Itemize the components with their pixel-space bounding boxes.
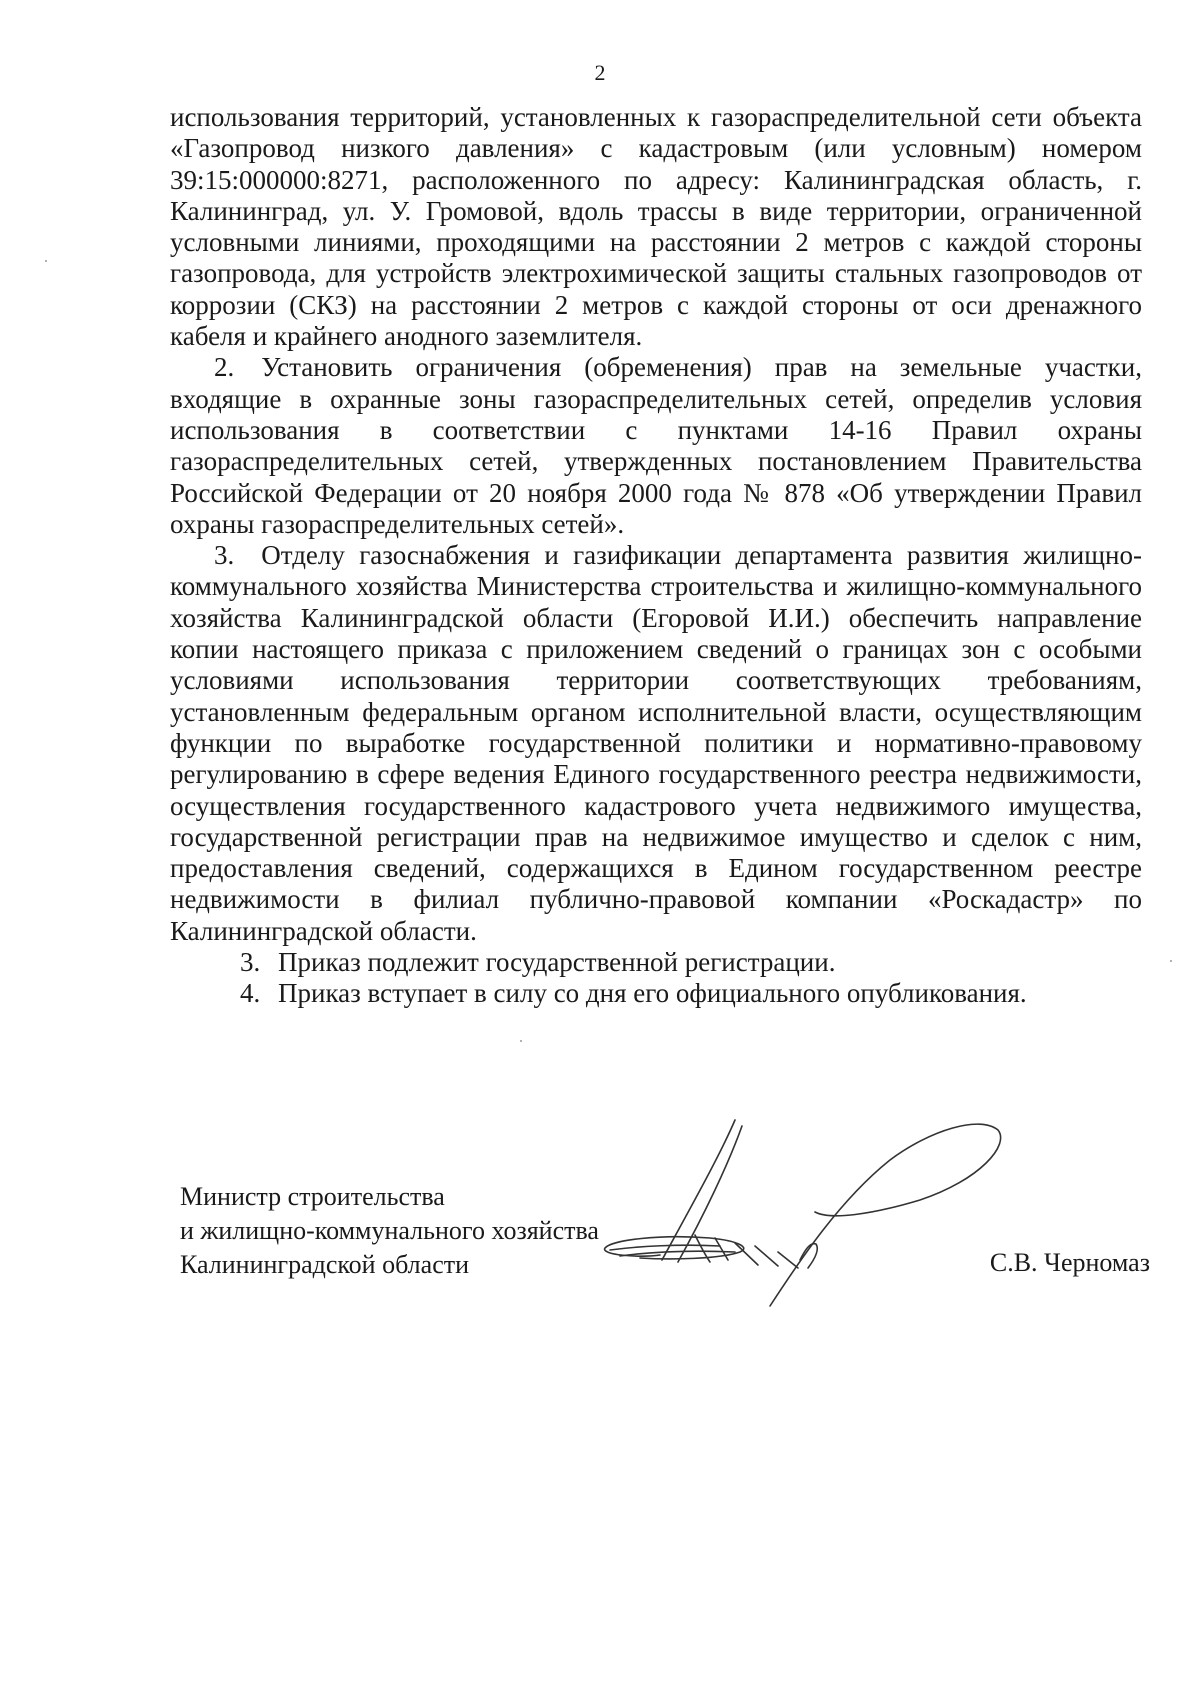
list-item-number: 4. <box>240 978 261 1009</box>
handwritten-signature <box>600 1110 1060 1310</box>
list-item-effective-date <box>170 978 1142 1009</box>
list-item-registration <box>170 947 1142 978</box>
paragraph-item-3: 3. Отделу газоснабжения и газификации департамента развития жилищно-коммунального хозяйства Министерства строительства и жилищно-коммунального хозяйства Калининградской области (Егоровой И.И.) обеспечить направление копии настоящего приказа с приложением сведений о границах зон с особыми условиями использования территории соответствующих требованиям, установленным федеральным органом исполнительной власти, осуществляющим функции по выработке государственной политики и нормативно-правовому регулированию в сфере ведения Единого государственного реестра недвижимости, осуществления государственного кадастрового учета недвижимого имущества, государственной регистрации прав на недвижимое имущество и сделок с ним, предоставления сведений, содержащихся в Едином государственном реестре недвижимости в филиал публично-правовой компании «Роскадастр» по Калининградской области. <box>170 540 1142 946</box>
signatory-position <box>180 1180 599 1282</box>
scan-speck <box>520 1040 522 1042</box>
paragraph-continuation: использования территорий, установленных к газораспределительной сети объекта «Газопровод низкого давления» с кадастровым (или условным) номером 39:15:000000:8271, расположенного по адресу: Калининградская область, г. Калининград, ул. У. Громовой, вдоль трассы в виде территории, ограниченной условными линиями, проходящими на расстоянии 2 метров с каждой стороны газопровода, для устройств электрохимической защиты стальных газопроводов от коррозии (СКЗ) на расстоянии 2 метров с каждой стороны от оси дренажного кабеля и крайнего анодного заземлителя. <box>170 102 1142 352</box>
list-item-text: Приказ вступает в силу со дня его официального опубликования. <box>278 978 1027 1009</box>
signatory-position-line-2: и жилищно-коммунального хозяйства <box>180 1216 599 1245</box>
list-item-number: 3. <box>240 947 261 978</box>
paragraph-item-2: 2. Установить ограничения (обременения) прав на земельные участки, входящие в охранные зоны газораспределительных сетей, определив условия использования в соответствии с пунктами 14-16 Правил охраны газораспределительных сетей, утвержденных постановлением Правительства Российской Федерации от 20 ноября 2000 года № 878 «Об утверждении Правил охраны газораспределительных сетей». <box>170 352 1142 539</box>
signatory-position-line-3: Калининградской области <box>180 1250 470 1279</box>
scan-speck <box>1170 960 1172 962</box>
signatory-name: С.В. Черномаз <box>989 1248 1150 1277</box>
list-item-text: Приказ подлежит государственной регистрации. <box>278 947 836 978</box>
document-body <box>170 102 1142 1010</box>
page-number: 2 <box>594 60 606 85</box>
scan-speck <box>45 260 47 262</box>
signatory-position-line-1: Министр строительства <box>180 1182 445 1211</box>
